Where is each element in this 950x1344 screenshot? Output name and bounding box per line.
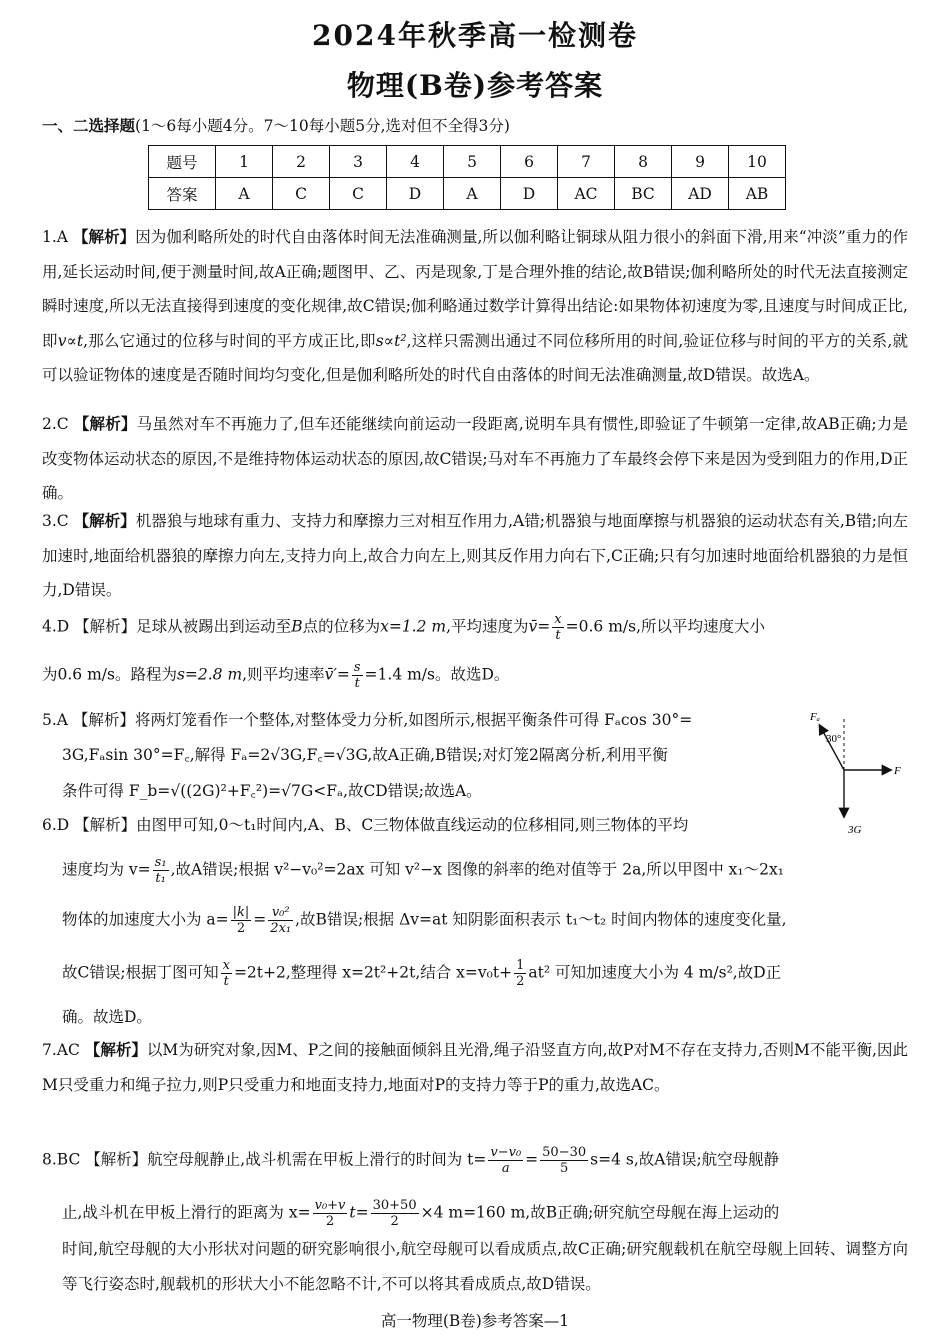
item-text: 点的位移为 xyxy=(302,617,381,636)
answer-item-5 xyxy=(42,708,802,730)
table-cell: 9 xyxy=(672,146,729,178)
document-title: 2024年秋季高一检测卷 xyxy=(312,19,638,52)
formula: s=2.8 m xyxy=(176,665,243,684)
denominator: t xyxy=(354,676,360,691)
item-text: = xyxy=(253,910,267,929)
numerator: v−v₀ xyxy=(490,1145,522,1160)
table-cell: 7 xyxy=(558,146,615,178)
fraction xyxy=(268,905,293,936)
item-text: =1.4 m/s。故选D。 xyxy=(364,665,510,684)
fraction xyxy=(231,905,252,936)
answer-item-5-line3: 条件可得 F_b=√((2G)²+F꜀²)=√7G<Fₐ,故CD错误;故选A。 xyxy=(62,782,482,800)
denominator: t xyxy=(555,628,561,643)
table-cell: D xyxy=(501,178,558,210)
item-number: 8.BC xyxy=(42,1150,81,1169)
section-label: 一、二选择题 xyxy=(42,116,136,135)
numerator: v₀² xyxy=(268,905,293,921)
item-text: 由图甲可知,0～t₁时间内,A、B、C三物体做直线运动的位移相同,则三物体的平均 xyxy=(136,816,689,834)
item-number: 4.D xyxy=(42,617,70,636)
denominator: t₁ xyxy=(155,871,166,886)
table-cell: 1 xyxy=(216,146,273,178)
answer-item-6-line4 xyxy=(62,958,908,989)
answer-item-6-line5: 确。故选D。 xyxy=(62,1008,152,1026)
table-cell: 6 xyxy=(501,146,558,178)
item-text: 物体的加速度大小为 a= xyxy=(62,910,229,929)
fraction xyxy=(371,1198,419,1229)
answer-table xyxy=(148,145,786,210)
answer-item-1 xyxy=(42,220,908,393)
answer-item-8-cont: 时间,航空母舰的大小形状对问题的研究影响很小,航空母舰可以看成质点,故C正确;研究舰载机在航空母舰上回转、调整方向等飞行姿态时,舰载机的形状大小不能忽略不计,不可以将其看成质点,故D错误。 xyxy=(62,1240,908,1293)
fraction xyxy=(552,612,563,643)
item-text: ,平均速度为 xyxy=(446,617,529,636)
denominator: 2 xyxy=(390,1214,399,1229)
item-number: 3.C xyxy=(42,512,69,530)
table-cell: 8 xyxy=(615,146,672,178)
item-number: 7.AC xyxy=(42,1041,80,1059)
label-angle: 30° xyxy=(826,733,842,745)
item-text: 航空母舰静止,战斗机需在甲板上滑行的时间为 t= xyxy=(147,1150,487,1169)
table-cell: AB xyxy=(729,178,786,210)
table-cell: AD xyxy=(672,178,729,210)
table-cell: BC xyxy=(615,178,672,210)
page-footer: 高一物理(B卷)参考答案—1 xyxy=(380,1312,570,1330)
document-subtitle: 物理(B卷)参考答案 xyxy=(346,69,604,102)
analysis-tag: 【解析】 xyxy=(73,511,136,530)
item-number: 1.A xyxy=(42,228,68,246)
answer-item-4-cont xyxy=(42,660,908,691)
row-label: 题号 xyxy=(149,146,216,178)
numerator: |k| xyxy=(232,905,250,920)
item-text: 故C错误;根据丁图可知 xyxy=(62,963,219,982)
fraction xyxy=(540,1145,588,1176)
table-cell: 2 xyxy=(273,146,330,178)
table-cell: 4 xyxy=(387,146,444,178)
table-cell: AC xyxy=(558,178,615,210)
item-number: 2.C xyxy=(42,415,69,433)
item-text: 机器狼与地球有重力、支持力和摩擦力三对相互作用力,A错;机器狼与地面摩擦与机器狼的运动状态有关,B错;向左加速时,地面给机器狼的摩擦力向左,支持力向上,故合力向左上,则其反作用力向右下,C正确;只有匀加速时地面给机器狼的力是恒力,D错误。 xyxy=(42,512,908,599)
table-cell: A xyxy=(444,178,501,210)
item-text: ,这样只需测出通过不同位移所用的时间,验证位移与时间的平方的关系,就可以验证物体的速度是否随时间均匀变化,但是伽利略所处的时代自由落体的时间无法准确测量,故D错误。故选A。 xyxy=(42,331,908,384)
item-text: ×4 m=160 m,故B正确;研究航空母舰在海上运动的 xyxy=(420,1203,780,1222)
answer-item-8 xyxy=(42,1145,908,1176)
item-text: 马虽然对车不再施力了,但车还能继续向前运动一段距离,说明车具有惯性,即验证了牛顿第一定律,故AB正确;力是改变物体运动状态的原因,不是维持物体运动状态的原因,故C错误;马对车不再施力了车最终会停下来是因为受到阻力的作用,D正确。 xyxy=(42,415,908,502)
formula: v̄′= xyxy=(324,665,350,684)
answer-item-3 xyxy=(42,504,908,608)
analysis-tag: 【解析】 xyxy=(72,227,136,246)
analysis-tag: 【解析】 xyxy=(84,1040,147,1059)
numerator: 50−30 xyxy=(542,1145,587,1160)
item-text: =2t+2,整理得 x=2t²+2t,结合 x=v₀t+ xyxy=(233,963,513,982)
item-text: 以M为研究对象,因M、P之间的接触面倾斜且光滑,绳子沿竖直方向,故P对M不存在支持力,否则M不能平衡,因此M只受重力和绳子拉力,则P只受重力和地面支持力,地面对P的支持力等于P的重力,故选AC。 xyxy=(42,1041,908,1094)
fraction xyxy=(488,1145,523,1176)
answer-item-8-line2 xyxy=(62,1198,908,1229)
table-cell: 5 xyxy=(444,146,501,178)
formula: B xyxy=(291,617,303,636)
denominator: 2 xyxy=(325,1214,335,1229)
force-diagram-svg xyxy=(808,708,908,838)
formula: t= xyxy=(349,1203,369,1222)
answer-item-7 xyxy=(42,1033,908,1102)
analysis-tag: 【解析】 xyxy=(72,711,135,729)
force-diagram xyxy=(808,708,908,838)
fraction xyxy=(153,855,169,886)
numerator: x xyxy=(222,958,230,973)
item-text: s=4 s,故A错误;航空母舰静 xyxy=(590,1150,780,1169)
item-text: ,故A错误;根据 v²−v₀²=2ax 可知 v²−x 图像的斜率的绝对值等于 2a,所以甲图中 x₁～2x₁ xyxy=(170,860,784,879)
item-text: 因为伽利略所处的时代自由落体时间无法准确测量,所以伽利略让铜球从阻力很小的斜面下滑,用来“冲淡”重力的作用,延长运动时间,便于测量时间,故A正确;题图甲、乙、丙是现象,丁是合理外推的结论,故B错误;伽利略所处的时代无法直接测定瞬时速度,所以无法直接得到速度的变化规律,故C错误;伽利略通过数学计算得出结论:如果物体初速度为零,且速度与时间成正比,即 xyxy=(42,228,908,350)
analysis-tag: 【解析】 xyxy=(85,1150,148,1169)
numerator: s xyxy=(353,660,361,675)
item-text: ,则平均速率 xyxy=(242,665,325,684)
denominator: 2 xyxy=(516,974,525,989)
label-f: F xyxy=(894,765,901,777)
answer-item-6-line2 xyxy=(62,855,908,886)
item-text: =0.6 m/s,所以平均速度大小 xyxy=(565,617,766,636)
item-number: 6.D xyxy=(42,816,70,834)
fraction xyxy=(313,1198,348,1229)
denominator: t xyxy=(223,974,229,989)
item-text: ,那么它通过的位移与时间的平方成正比,即 xyxy=(83,331,376,350)
section-heading xyxy=(42,114,510,136)
table-cell: A xyxy=(216,178,273,210)
formula: x=1.2 m xyxy=(380,617,447,636)
denominator: 5 xyxy=(560,1161,569,1176)
denominator: a xyxy=(501,1161,510,1176)
item-text: 止,战斗机在甲板上滑行的距离为 x= xyxy=(62,1203,311,1222)
table-cell: C xyxy=(273,178,330,210)
fraction xyxy=(352,660,363,691)
numerator: 30+50 xyxy=(372,1198,417,1213)
analysis-tag: 【解析】 xyxy=(74,816,137,834)
item-text: 足球从被踢出到运动至 xyxy=(136,617,292,636)
answer-item-2 xyxy=(42,407,908,511)
table-cell: D xyxy=(387,178,444,210)
analysis-tag: 【解析】 xyxy=(74,617,137,636)
table-cell: 10 xyxy=(729,146,786,178)
answer-item-4 xyxy=(42,612,908,643)
numerator: v₀+v xyxy=(314,1198,346,1213)
item-text: 为0.6 m/s。路程为 xyxy=(42,665,177,684)
row-label: 答案 xyxy=(149,178,216,210)
table-row xyxy=(149,146,786,178)
denominator: 2x₁ xyxy=(270,921,292,936)
answer-item-6 xyxy=(42,813,802,835)
table-cell: 3 xyxy=(330,146,387,178)
item-number: 5.A xyxy=(42,711,68,729)
formula: v∝t xyxy=(57,331,84,350)
item-text: = xyxy=(525,1150,539,1169)
numerator: x xyxy=(554,612,562,627)
item-text: ,故B错误;根据 Δv=at 知阴影面积表示 t₁～t₂ 时间内物体的速度变化量, xyxy=(295,910,787,929)
table-row xyxy=(149,178,786,210)
answer-item-5-line2: 3G,Fₐsin 30°=F꜀,解得 Fₐ=2√3G,F꜀=√3G,故A正确,B错误;对灯笼2隔离分析,利用平衡 xyxy=(62,746,668,764)
item-text: 速度均为 v= xyxy=(62,860,151,879)
formula: v̄= xyxy=(528,617,551,636)
item-text: 将两灯笼看作一个整体,对整体受力分析,如图所示,根据平衡条件可得 Fₐcos 30°= xyxy=(134,711,693,729)
formula: s∝t² xyxy=(375,331,407,350)
table-cell: C xyxy=(330,178,387,210)
numerator: s₁ xyxy=(154,855,167,870)
item-text: at² 可知加速度大小为 4 m/s²,故D正 xyxy=(528,963,782,982)
fraction xyxy=(221,958,232,989)
answer-item-6-line3 xyxy=(62,905,908,936)
fraction xyxy=(514,958,526,989)
analysis-tag: 【解析】 xyxy=(73,414,137,433)
numerator: 1 xyxy=(516,958,525,973)
denominator: 2 xyxy=(236,921,246,936)
label-fa: Fₐ xyxy=(810,711,820,723)
label-3g: 3G xyxy=(848,824,862,836)
section-note: (1～6每小题4分。7～10每小题5分,选对但不全得3分) xyxy=(135,117,510,135)
